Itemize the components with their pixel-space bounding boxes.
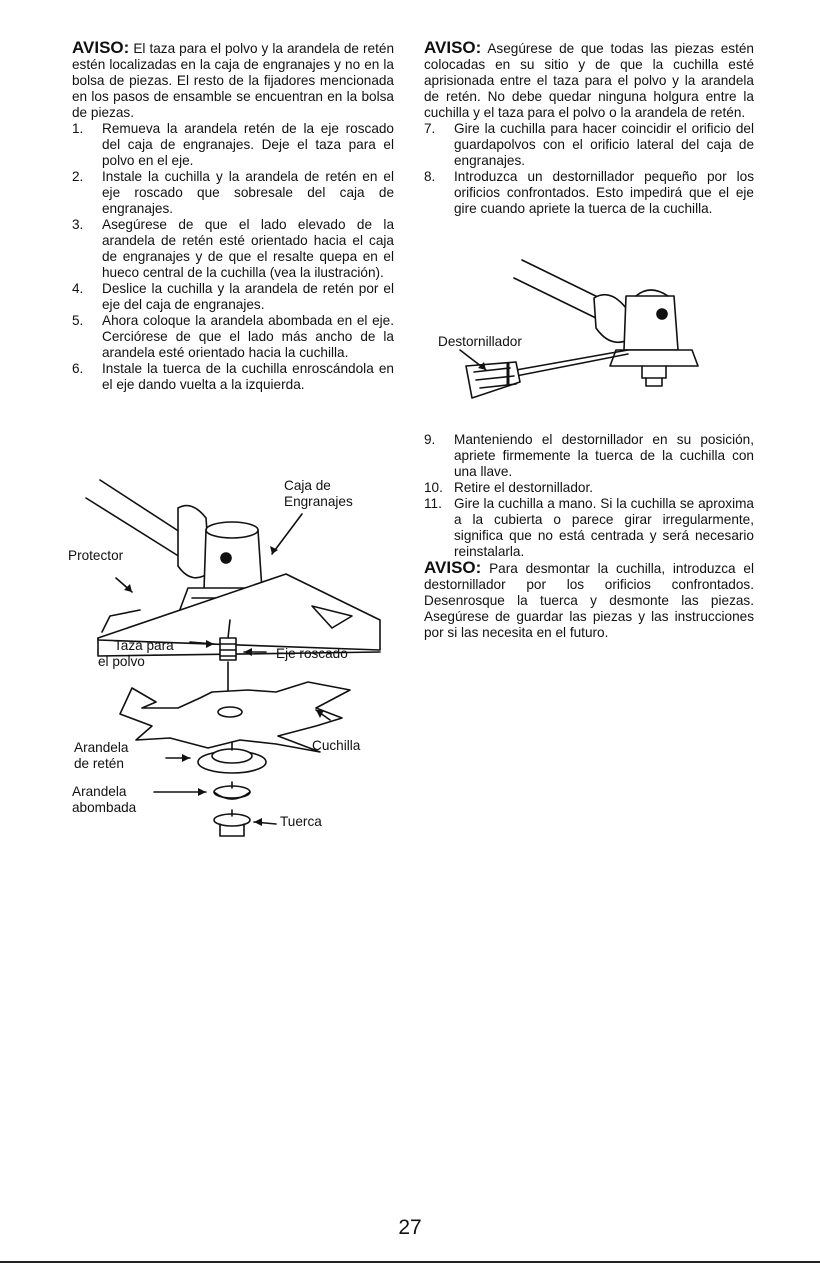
notice-label: AVISO: [72,38,130,57]
blade-label: Cuchilla [312,738,361,753]
step-number: 7. [424,121,436,136]
step-item [424,121,754,169]
step-item [72,361,394,393]
retaining-washer-label: Arandela [74,740,129,755]
gearbox-label [284,478,331,494]
nut-label: Tuerca [280,814,322,829]
retaining-washer-label-2: de retén [74,756,124,771]
bottom-rule [0,1261,820,1263]
notice-paragraph [72,40,394,121]
dust-cup-label: Taza para [114,638,174,653]
step-text: Introduzca un destornillador pequeño por los orificios confrontados. Esto impedirá que el eje gire cuando apriete la tuerca de la cuchilla. [454,169,754,216]
right-column-top [424,40,754,217]
step-number: 1. [72,121,84,136]
step-text: Manteniendo el destornillador en su posición, apriete firmemente la tuerca de la cuchilla con una llave. [454,432,754,479]
step-number: 6. [72,361,84,376]
blade-assembly-illustration [68,470,400,845]
step-text: Deslice la cuchilla y la arandela de retén por el eje del caja de engranajes. [102,281,394,312]
assembly-steps [424,121,754,217]
screwdriver-label: Destornillador [438,334,522,349]
step-number: 4. [72,281,84,296]
step-item [72,169,394,217]
step-item [424,169,754,217]
notice-paragraph [424,560,754,641]
step-text: Retire el destornillador. [454,480,594,495]
notice-text: Asegúrese de que todas las piezas estén colocadas en su sitio y de que la cuchilla esté aprisionada entre el taza para el polvo y la arandela de retén. No debe quedar ninguna holgura entre la cuchilla y el taza para el polvo o la arandela de retén. [424,41,754,120]
notice-text: Para desmontar la cuchilla, introduzca el destornillador por los orificios confrontados. Desenrosque la tuerca y desmonte las piezas. Asegúrese de guardar las piezas y las instrucciones por si las necesita en el futuro. [424,561,754,640]
notice-label: AVISO: [424,558,482,577]
screwdriver-illustration [430,258,720,426]
page-number: 27 [398,1216,422,1239]
step-text: Ahora coloque la arandela abombada en el eje. Cerciórese de que el lado más ancho de la arandela esté orientado hacia la cuchilla. [102,313,394,360]
step-text: Gire la cuchilla para hacer coincidir el orificio del guardapolvos con el orificio lateral del caja de engranajes. [454,121,754,168]
step-text: Remueva la arandela retén de la eje roscado del caja de engranajes. Deje el taza para el polvo en el eje. [102,121,394,168]
left-column [72,40,394,393]
dust-cup-label-2: el polvo [98,654,145,669]
step-item [72,313,394,361]
gearbox-label-line2: Engranajes [284,494,353,509]
gearbox-label-2 [284,494,353,510]
step-text: Instale la tuerca de la cuchilla enroscándola en el eje dando vuelta a la izquierda. [102,361,394,392]
step-item [72,281,394,313]
right-column-bottom [424,432,754,641]
step-number: 2. [72,169,84,184]
step-item [424,496,754,560]
step-number: 3. [72,217,84,232]
threaded-shaft-label: Eje roscado [276,646,348,661]
notice-label: AVISO: [424,38,482,57]
step-text: Instale la cuchilla y la arandela de retén en el eje roscado que sobresale del caja de engranajes. [102,169,394,216]
notice-paragraph [424,40,754,121]
step-number: 10. [424,480,443,495]
step-number: 8. [424,169,436,184]
step-text: Gire la cuchilla a mano. Si la cuchilla se aproxima a la cubierta o parece girar irregularmente, significa que no está centrada y será necesario reinstalarla. [454,496,754,559]
gearbox-label-line1: Caja de [284,478,331,493]
step-number: 9. [424,432,436,447]
cupped-washer-label-2: abombada [72,800,137,815]
step-item [72,217,394,281]
step-number: 5. [72,313,84,328]
step-item [424,480,754,496]
assembly-steps [424,432,754,560]
step-number: 11. [424,496,442,511]
step-item [72,121,394,169]
cupped-washer-label: Arandela [72,784,127,799]
notice-text: El taza para el polvo y la arandela de retén estén localizadas en la caja de engranajes y no en la bolsa de piezas. El resto de la fijadores mencionada en los pasos de ensamble se encuentran en la bolsa de piezas. [72,41,394,120]
protector-label: Protector [68,548,124,563]
assembly-steps [72,121,394,393]
step-item [424,432,754,480]
step-text: Asegúrese de que el lado elevado de la arandela de retén esté orientado hacia el caja de engranajes y de que el resalte quepa en el hueco central de la cuchilla (vea la ilustración). [102,217,394,280]
